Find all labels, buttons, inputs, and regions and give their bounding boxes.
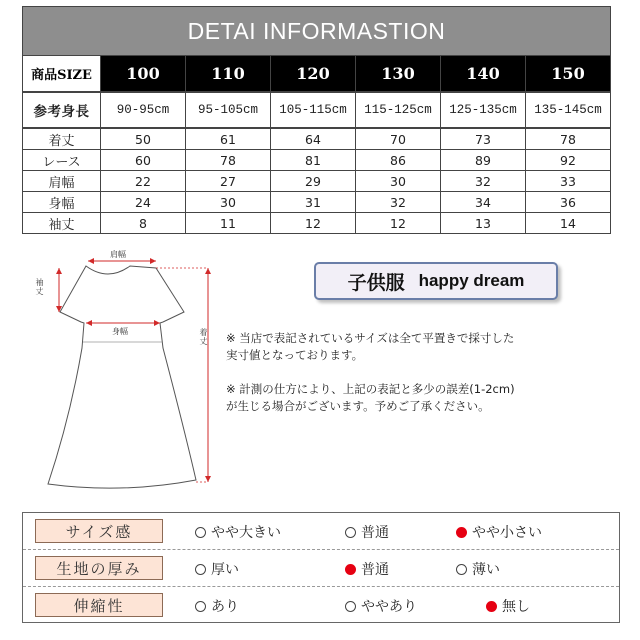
rating-row-fabric-thickness [23,550,619,587]
rating-option-text: やや大きい [211,525,281,541]
rating-mark-icon [345,564,356,575]
note-line: ※ 計測の仕方により、上記の表記と多少の誤差(1-2cm) [226,382,515,396]
table-cell: 78 [526,128,611,150]
table-cell: 12 [356,213,441,234]
table-title: DETAI INFORMASTION [23,7,611,56]
size-cell: 110 [186,56,271,93]
table-cell: 86 [356,150,441,171]
rating-mark-icon [486,601,497,612]
table-cell: 115-125cm [356,92,441,128]
size-cell: 100 [101,56,186,93]
table-cell: 105-115cm [271,92,356,128]
rating-label: 伸縮性 [35,593,163,617]
rating-option-text: ややあり [361,599,417,615]
size-cell: 140 [441,56,526,93]
total-length-label: 着丈 [199,328,208,346]
table-cell: 61 [186,128,271,150]
rating-option [345,596,417,616]
table-cell: 95-105cm [186,92,271,128]
table-cell: 70 [356,128,441,150]
size-header-row [23,56,611,93]
size-cell: 120 [271,56,356,93]
table-cell: 34 [441,192,526,213]
table-cell: 73 [441,128,526,150]
sleeve-length-label: 袖丈 [35,278,44,296]
shoulder-width-label: 肩幅 [110,250,126,259]
table-row [23,171,611,192]
table-row [23,192,611,213]
table-cell: 90-95cm [101,92,186,128]
rating-label: 生地の厚み [35,556,163,580]
table-cell: 12 [271,213,356,234]
rating-option-text: やや小さい [472,525,542,541]
table-cell: 78 [186,150,271,171]
table-cell: 92 [526,150,611,171]
rating-mark-icon [456,564,467,575]
rating-option [486,596,530,616]
rating-mark-icon [345,527,356,538]
table-cell: 33 [526,171,611,192]
body-width-label: 身幅 [112,327,128,336]
table-cell: 60 [101,150,186,171]
brand-category: 子供服 [347,271,405,294]
rating-option-text: あり [211,599,239,615]
table-cell: 64 [271,128,356,150]
size-cell: 150 [526,56,611,93]
rating-mark-icon [345,601,356,612]
fabric-rating-panel [22,512,620,623]
rating-row-size-feel [23,513,619,550]
table-cell: 13 [441,213,526,234]
rating-mark-icon [195,601,206,612]
rating-option [195,596,239,616]
note-line: ※ 当店で表記されているサイズは全て平置きで採寸した [226,331,515,345]
rating-option [456,559,500,579]
row-label: 肩幅 [23,171,101,192]
table-cell: 89 [441,150,526,171]
table-cell: 29 [271,171,356,192]
row-label: 着丈 [23,128,101,150]
rating-mark-icon [456,527,467,538]
measurement-note-2 [226,381,626,415]
table-cell: 32 [441,171,526,192]
note-line: 実寸値となっております。 [226,348,364,362]
table-cell: 31 [271,192,356,213]
rating-mark-icon [195,564,206,575]
rating-option-text: 薄い [472,562,500,578]
rating-option-text: 無し [502,599,530,615]
measurement-note-1 [226,330,626,364]
brand-name: happy dream [418,271,525,290]
table-cell: 14 [526,213,611,234]
table-cell: 32 [356,192,441,213]
rating-option-text: 普通 [361,562,389,578]
table-cell: 30 [186,192,271,213]
table-cell: 27 [186,171,271,192]
reference-height-label: 参考身長 [23,92,101,128]
reference-height-row [23,92,611,128]
size-header-label: 商品SIZE [23,56,101,93]
rating-mark-icon [195,527,206,538]
brand-badge [314,262,558,300]
note-line: が生じる場合がございます。予めご了承ください。 [226,399,490,413]
row-label: 袖丈 [23,213,101,234]
rating-option [345,559,389,579]
table-cell: 125-135cm [441,92,526,128]
size-table [22,6,611,234]
rating-row-stretch [23,587,619,623]
table-cell: 50 [101,128,186,150]
rating-label: サイズ感 [35,519,163,543]
dress-outline-illustration [22,248,218,498]
table-cell: 11 [186,213,271,234]
size-cell: 130 [356,56,441,93]
rating-option-text: 普通 [361,525,389,541]
rating-option [195,522,281,542]
table-cell: 30 [356,171,441,192]
rating-option [456,522,542,542]
table-row [23,128,611,150]
table-cell: 24 [101,192,186,213]
table-cell: 36 [526,192,611,213]
rating-option [345,522,389,542]
table-cell: 81 [271,150,356,171]
table-cell: 8 [101,213,186,234]
table-cell: 22 [101,171,186,192]
dress-measurement-diagram [22,248,218,498]
table-row [23,150,611,171]
row-label: 身幅 [23,192,101,213]
rating-option-text: 厚い [211,562,239,578]
table-cell: 135-145cm [526,92,611,128]
rating-option [195,559,239,579]
table-row [23,213,611,234]
row-label: レース [23,150,101,171]
